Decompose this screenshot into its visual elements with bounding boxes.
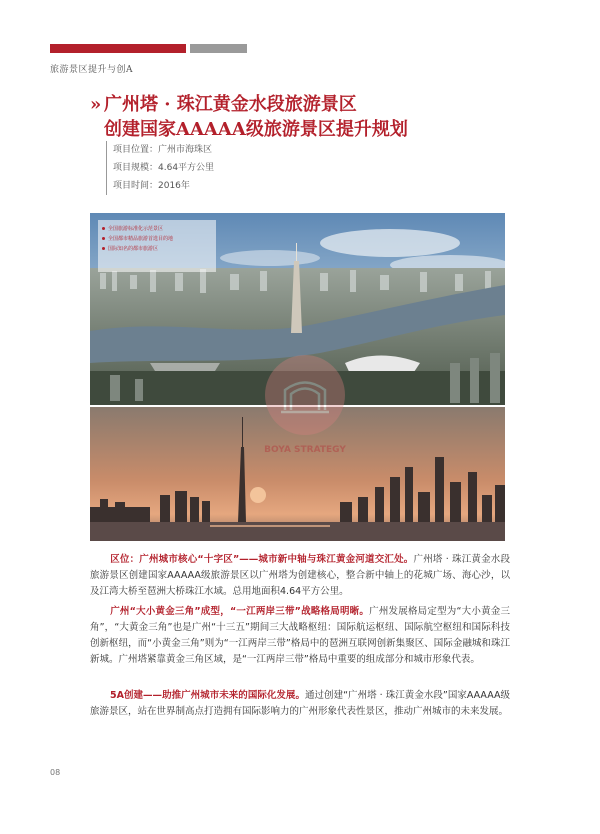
legend-item: 国际知名的都市旅游区: [102, 244, 216, 254]
paragraph-location: [90, 552, 510, 600]
title-line-1: » 广州塔 · 珠江黄金水段旅游景区: [90, 94, 357, 115]
legend-item: 全国旅游标准化示范景区: [102, 224, 216, 234]
page-title: [90, 92, 530, 142]
paragraph-body: 广州发展格局定型为“大小黄金三角”，“大黄金三角”也是广州“十三五”期间三大战略枢纽：国际航运枢纽、国际航空枢纽和国际科技创新枢纽，而“小黄金三角”则为“一江两岸三带”格局中的琶洲互联网创新集聚区、国际金融城和珠江新城。广州塔紧靠黄金三角区域，是“一江两岸三带”格局中重要的组成部分和城市形象代表。: [90, 606, 510, 665]
header-gray-bar: [190, 44, 247, 53]
photo-legend: [98, 220, 216, 272]
paragraph-body: 广州塔 · 珠江黄金水段旅游景区创建国家AAAAA级旅游景区以广州塔为创建核心，整合新中轴上的花城广场、海心沙，以及江湾大桥至琶洲大桥珠江水域。总用地面积4.64平方公里。: [90, 554, 510, 597]
paragraph-body: 通过创建“广州塔 · 珠江黄金水段”国家AAAAA级旅游景区，站在世界制高点打造拥有国际影响力的广州形象代表性景区，推动广州城市的未来发展。: [90, 690, 510, 717]
paragraph-5a-creation: [90, 688, 510, 720]
legend-item: 全国都市精品旅游首选目的地: [102, 234, 216, 244]
paragraph-lead: 广州“大小黄金三角”成型，“一江两岸三带”战略格局明晰。: [110, 606, 370, 617]
title-line-2: 创建国家AAAAA级旅游景区提升规划: [104, 119, 408, 140]
bullet-icon: [102, 227, 105, 230]
header-red-bar: [50, 44, 186, 53]
section-label: 旅游景区提升与创A: [50, 65, 133, 75]
project-scale: 项目规模：4.64平方公里: [113, 163, 215, 173]
paragraph-golden-triangle: [90, 604, 510, 668]
project-time: 项目时间：2016年: [113, 181, 190, 191]
page-number: 08: [50, 768, 61, 777]
bullet-icon: [102, 247, 105, 250]
project-meta: [106, 141, 214, 195]
chevron-right-icon: »: [90, 94, 102, 115]
watermark-text: BOYA STRATEGY: [264, 445, 346, 455]
paragraph-lead: 5A创建——助推广州城市未来的国际化发展。: [110, 690, 305, 701]
boya-strategy-watermark: [255, 350, 355, 460]
project-location: 项目位置：广州市海珠区: [113, 145, 213, 155]
paragraph-lead: 区位：广州城市核心“十字区”——城市新中轴与珠江黄金河道交汇处。: [110, 554, 414, 565]
bullet-icon: [102, 237, 105, 240]
